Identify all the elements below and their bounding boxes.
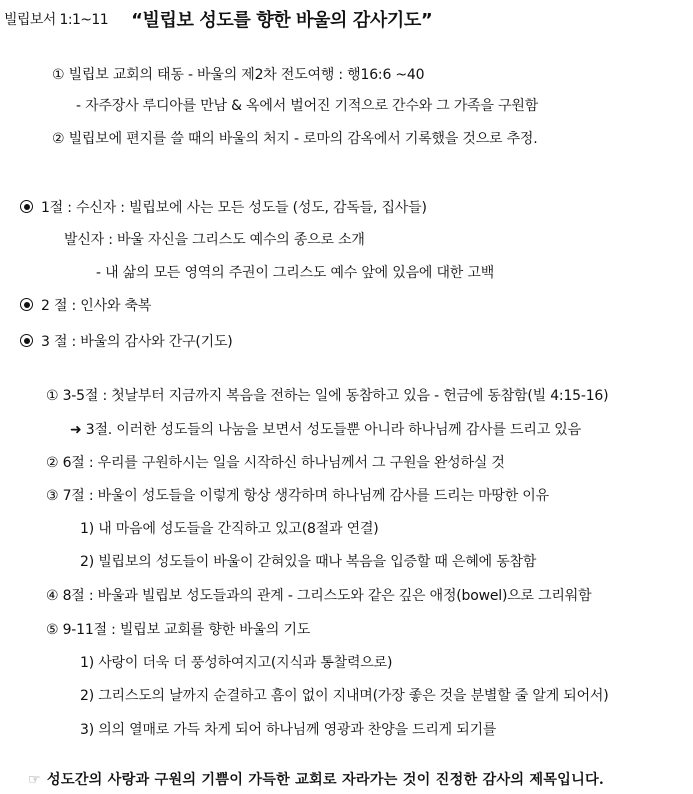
point-5: ⑤ 9-11절 : 빌립보 교회를 향한 바울의 기도	[46, 622, 311, 638]
point-3-sub-2: 2) 빌립보의 성도들이 바울이 갇혀있을 때나 복음을 입증할 때 은혜에 동참함	[80, 554, 537, 570]
scripture-reference: 빌립보서 1:1~11	[4, 12, 109, 28]
point-1-arrow-note: ➜ 3절. 이러한 성도들의 나눔을 보면서 성도들뿐 아니라 하나님께 감사를 드리고 있음	[70, 422, 581, 438]
point-3-sub-1: 1) 내 마음에 성도들을 간직하고 있고(8절과 연결)	[80, 521, 379, 537]
verse1-heading: 1절 : 수신자 : 빌립보에 사는 모든 성도들 (성도, 감독들, 집사들)	[41, 200, 427, 216]
verse2-heading-row	[20, 297, 151, 315]
point-5-sub-3: 3) 의의 열매로 가득 차게 되어 하나님께 영광과 찬양을 드리게 되기를	[80, 722, 497, 738]
point-3: ③ 7절 : 바울이 성도들을 이렇게 항상 생각하며 하나님께 감사를 드리는 마땅한 이유	[46, 488, 549, 504]
bullet-icon	[20, 298, 33, 311]
closing-text: 성도간의 사랑과 구원의 기쁨이 가득한 교회로 자라가는 것이 진정한 감사의 제목입니다.	[46, 772, 605, 788]
intro-line-2: - 자주장사 루디아를 만남 & 옥에서 벌어진 기적으로 간수와 그 가족을 구원함	[76, 98, 539, 114]
point-5-sub-2: 2) 그리스도의 날까지 순결하고 흠이 없이 지내며(가장 좋은 것을 분별할 줄 알게 되어서)	[80, 688, 609, 704]
intro-line-3: ② 빌립보에 편지를 쓸 때의 바울의 처지 - 로마의 감옥에서 기록했을 것으로 추정.	[52, 131, 538, 147]
intro-line-1: ① 빌립보 교회의 태동 - 바울의 제2차 전도여행 : 행16:6 ~40	[52, 67, 425, 83]
point-1: ① 3-5절 : 첫날부터 지금까지 복음을 전하는 일에 동참하고 있음 - 헌금에 동참함(빌 4:15-16)	[46, 388, 609, 404]
closing-statement	[28, 769, 604, 789]
document-header	[4, 6, 432, 32]
bullet-icon	[20, 200, 33, 213]
verse3-heading-row	[20, 333, 233, 351]
point-4: ④ 8절 : 바울과 빌립보 성도들과의 관계 - 그리스도와 같은 깊은 애정(bowel)으로 그리워함	[46, 588, 592, 604]
verse1-sender: 발신자 : 바울 자신을 그리스도 예수의 종으로 소개	[64, 232, 365, 248]
sermon-title: “빌립보 성도를 향한 바울의 감사기도”	[131, 10, 433, 31]
verse1-heading-row	[20, 199, 427, 217]
bullet-icon	[20, 334, 33, 347]
point-2: ② 6절 : 우리를 구원하시는 일을 시작하신 하나님께서 그 구원을 완성하실 것	[46, 455, 505, 471]
point-5-sub-1: 1) 사랑이 더욱 더 풍성하여지고(지식과 통찰력으로)	[80, 655, 393, 671]
pointing-hand-icon: ☞	[28, 772, 41, 788]
verse1-note: - 내 삶의 모든 영역의 주권이 그리스도 예수 앞에 있음에 대한 고백	[96, 265, 495, 281]
verse2-heading: 2 절 : 인사와 축복	[41, 298, 152, 314]
verse3-heading: 3 절 : 바울의 감사와 간구(기도)	[41, 334, 233, 350]
